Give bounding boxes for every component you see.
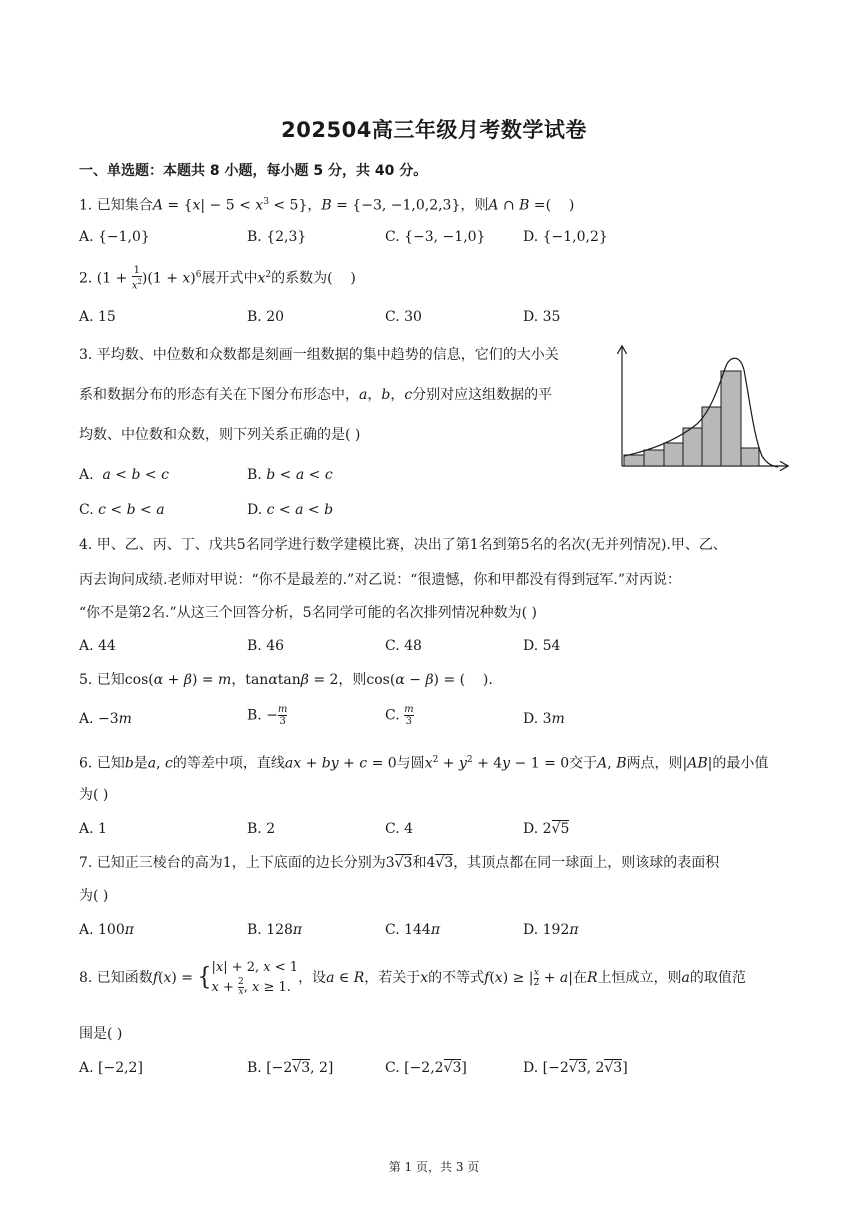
histogram-bar xyxy=(721,371,741,466)
question-1-text: 1. 已知集合$A = \{x| - 5 < x^3 < 5\}$，B = {−3, −1,0,2,3}，则A ∩ B =( ) xyxy=(79,197,575,214)
question-8-line-2: 围是( ) xyxy=(79,1026,123,1042)
question-5-option-c: C. $\frac{m}{3}$ xyxy=(385,704,414,727)
question-4-line-2: 丙去询问成绩.老师对甲说：“你不是最差的.”对乙说：“很遗憾，你和甲都没有得到冠军.”对丙说： xyxy=(79,572,681,588)
distribution-histogram-figure xyxy=(612,342,792,477)
question-1-option-d: D. {−1,0,2} xyxy=(523,229,608,245)
question-2-option-a: A. 15 xyxy=(79,309,116,325)
question-8-option-d: D. [−2√3, 2√3] xyxy=(523,1060,628,1076)
question-4-option-c: C. 48 xyxy=(385,638,422,654)
question-6-option-b: B. 2 xyxy=(247,821,276,837)
question-1-option-b: B. {2,3} xyxy=(247,229,307,245)
question-8-option-c: C. [−2,2√3] xyxy=(385,1060,467,1076)
question-3-option-c: C. c < b < a xyxy=(79,502,165,518)
question-7-option-d: D. 192π xyxy=(523,922,579,938)
question-7-option-a: A. 100π xyxy=(79,922,134,938)
question-3-option-b: B. b < a < c xyxy=(247,467,333,483)
question-2-option-c: C. 30 xyxy=(385,309,422,325)
question-7-line-1: 7. 已知正三棱台的高为1，上下底面的边长分别为3√3和4√3，其顶点都在同一球面上，则该球的表面积 xyxy=(79,855,720,871)
question-7-option-c: C. 144π xyxy=(385,922,441,938)
question-6-line-1: 6. 已知b是a, c的等差中项，直线ax + by + c = 0与圆$x^2 + y^2 + 4y - 1 = 0$交于A, B两点，则|AB|的最小值 xyxy=(79,755,769,772)
question-4-option-d: D. 54 xyxy=(523,638,561,654)
question-5-option-d: D. 3m xyxy=(523,711,565,727)
histogram-bar xyxy=(624,455,644,466)
histogram-bar xyxy=(741,448,759,466)
question-4-option-b: B. 46 xyxy=(247,638,285,654)
question-1-option-c: C. {−3, −1,0} xyxy=(385,229,486,245)
histogram-bar xyxy=(664,443,683,466)
question-7-option-b: B. 128π xyxy=(247,922,303,938)
section-heading: 一、单选题：本题共 8 小题，每小题 5 分，共 40 分。 xyxy=(79,163,428,179)
histogram-bar xyxy=(683,428,702,466)
question-5-text: 5. 已知cos(α + β) = m，tanαtanβ = 2，则cos(α − β) = ( ). xyxy=(79,672,493,688)
question-6-option-c: C. 4 xyxy=(385,821,414,837)
question-7-line-2: 为( ) xyxy=(79,888,109,904)
question-3-line-1: 3. 平均数、中位数和众数都是刻画一组数据的集中趋势的信息，它们的大小关 xyxy=(79,347,559,363)
question-4-line-1: 4. 甲、乙、丙、丁、戊共5名同学进行数学建模比赛，决出了第1名到第5名的名次(无并列情况).甲、乙、 xyxy=(79,537,727,553)
question-8-line-1: 8. 已知函数f(x) = {|x| + 2, x < 1 x + $\frac{2}{x}$ , x ≥ 1.，设a ∈ R，若关于x的不等式f(x) ≥ | $\frac{x}{2}$ + a|在R上恒成立，则a的取值范 xyxy=(79,960,746,997)
question-6-option-d: D. 2√5 xyxy=(523,821,570,837)
question-3-line-3: 均数、中位数和众数，则下列关系正确的是( ) xyxy=(79,427,361,443)
page-footer: 第 1 页，共 3 页 xyxy=(388,1160,480,1174)
question-6-line-2: 为( ) xyxy=(79,787,109,803)
question-4-line-3: “你不是第2名.”从这三个回答分析，5名同学可能的名次排列情况种数为( ) xyxy=(79,605,537,621)
question-2-option-d: D. 35 xyxy=(523,309,561,325)
question-5-option-b: B. − $\frac{m}{3}$ xyxy=(247,704,288,727)
question-1-option-a: A. {−1,0} xyxy=(79,229,150,245)
histogram-bar xyxy=(702,407,721,466)
question-8-option-b: B. [−2√3, 2] xyxy=(247,1060,334,1076)
question-3-option-a: A. a < b < c xyxy=(79,467,169,483)
question-3-line-2: 系和数据分布的形态有关在下图分布形态中，a，b，c分别对应这组数据的平 xyxy=(79,387,553,403)
question-4-option-a: A. 44 xyxy=(79,638,116,654)
histogram-bar xyxy=(644,450,664,466)
question-6-option-a: A. 1 xyxy=(79,821,107,837)
question-2-option-b: B. 20 xyxy=(247,309,285,325)
question-3-option-d: D. c < a < b xyxy=(247,502,334,518)
page-title: 202504高三年级月考数学试卷 xyxy=(281,118,587,142)
question-5-option-a: A. −3m xyxy=(79,711,132,727)
question-2-text: 2. (1 + $\frac{1}{x^2}$ )$(1 + x)^6$展开式中$x^2$的系数为( ) xyxy=(79,264,356,292)
question-8-option-a: A. [−2,2] xyxy=(79,1060,143,1076)
